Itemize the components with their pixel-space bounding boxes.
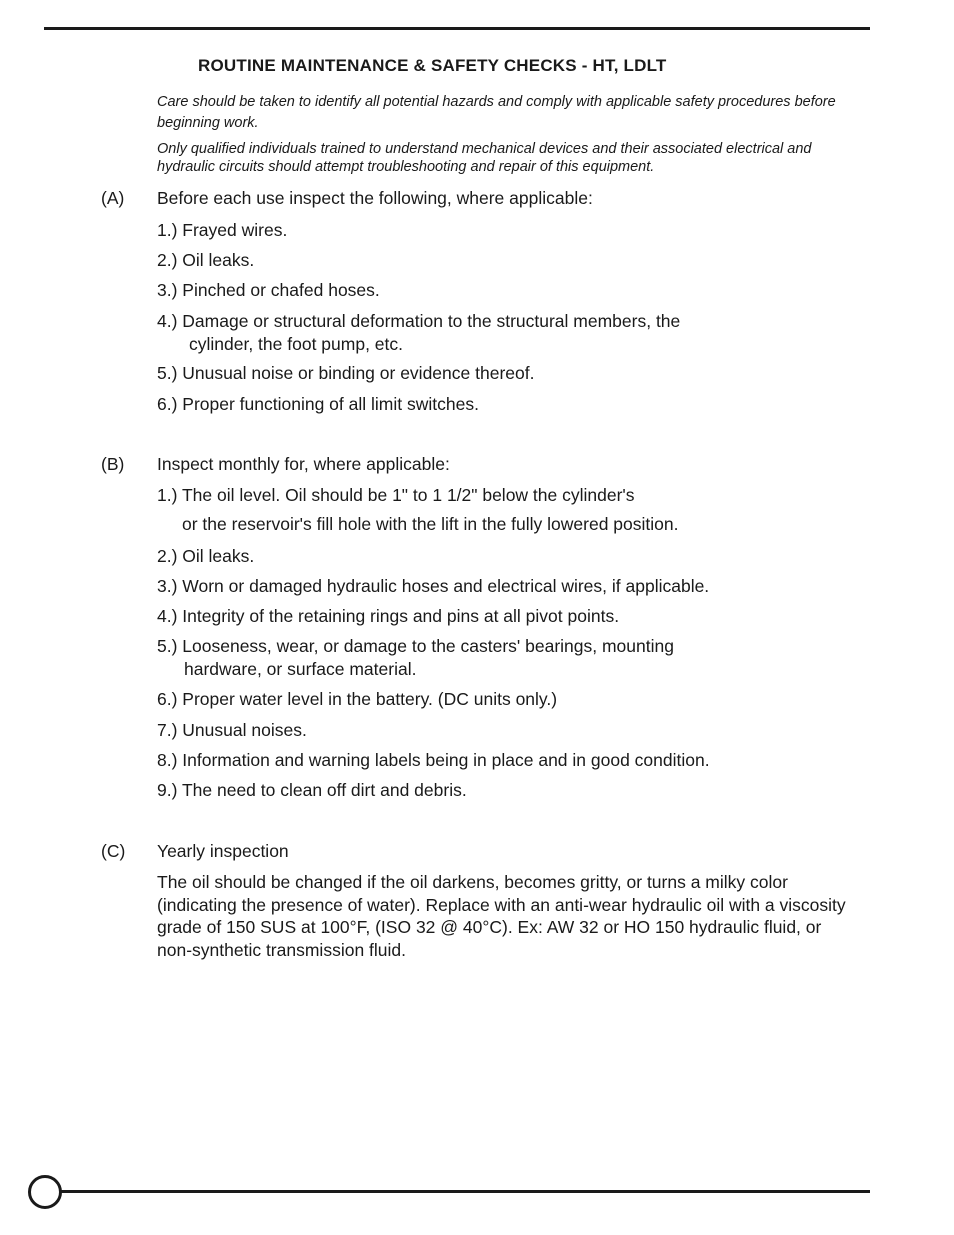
bottom-rule bbox=[58, 1190, 870, 1193]
list-item-text: 6.) Proper functioning of all limit switches. bbox=[157, 394, 479, 414]
section-c-label: (C) bbox=[101, 841, 126, 861]
list-item-text: 2.) Oil leaks. bbox=[157, 546, 255, 566]
list-item-text: 9.) The need to clean off dirt and debris. bbox=[157, 780, 467, 800]
list-item bbox=[157, 720, 307, 741]
section-b-heading: Inspect monthly for, where applicable: bbox=[157, 454, 450, 474]
qualification-note: Only qualified individuals trained to understand mechanical devices and their associated electrical and hydraulic circuits should attempt troubleshooting and repair of this equipment. bbox=[157, 141, 812, 175]
page-title: ROUTINE MAINTENANCE & SAFETY CHECKS - HT, LDLT bbox=[198, 56, 667, 75]
list-item bbox=[157, 606, 619, 627]
list-item bbox=[157, 394, 479, 415]
list-item-text: 6.) Proper water level in the battery. (DC units only.) bbox=[157, 689, 558, 709]
list-item bbox=[157, 220, 287, 241]
list-item-text: 1.) Frayed wires. bbox=[157, 220, 288, 240]
list-item-text: 5.) Looseness, wear, or damage to the casters' bearings, mounting bbox=[157, 636, 674, 656]
list-item-text: 5.) Unusual noise or binding or evidence thereof. bbox=[157, 363, 535, 383]
list-item-text: 3.) Worn or damaged hydraulic hoses and electrical wires, if applicable. bbox=[157, 576, 710, 596]
list-item-text: 4.) Integrity of the retaining rings and pins at all pivot points. bbox=[157, 606, 620, 626]
list-item bbox=[157, 546, 254, 567]
list-item bbox=[157, 750, 710, 771]
section-a-heading: Before each use inspect the following, where applicable: bbox=[157, 188, 593, 208]
list-item bbox=[157, 311, 680, 355]
list-item bbox=[157, 780, 467, 801]
list-item bbox=[157, 689, 557, 710]
list-item-continuation: hardware, or surface material. bbox=[184, 659, 417, 679]
list-item-text: 8.) Information and warning labels being in place and in good condition. bbox=[157, 750, 710, 770]
list-item-text: 7.) Unusual noises. bbox=[157, 720, 307, 740]
list-item bbox=[157, 280, 380, 301]
list-item-text: 4.) Damage or structural deformation to the structural members, the bbox=[157, 311, 681, 331]
list-item-continuation: cylinder, the foot pump, etc. bbox=[189, 334, 404, 354]
section-a-label: (A) bbox=[101, 188, 125, 208]
list-item-text: 2.) Oil leaks. bbox=[157, 250, 255, 270]
safety-note: Care should be taken to identify all potential hazards and comply with applicable safety procedures before beginning work. bbox=[157, 94, 836, 131]
list-item bbox=[157, 485, 679, 535]
list-item bbox=[157, 363, 534, 384]
list-item-continuation: or the reservoir's fill hole with the lift in the fully lowered position. bbox=[182, 514, 679, 534]
list-item-text: 3.) Pinched or chafed hoses. bbox=[157, 280, 380, 300]
list-item bbox=[157, 576, 709, 597]
list-item bbox=[157, 636, 674, 680]
top-rule bbox=[44, 27, 870, 30]
list-item bbox=[157, 250, 254, 271]
page-number-circle bbox=[28, 1175, 62, 1209]
section-c-heading: Yearly inspection bbox=[157, 841, 289, 861]
list-item-text: 1.) The oil level. Oil should be 1" to 1 1/2" below the cylinder's bbox=[157, 485, 635, 505]
oil-change-paragraph: The oil should be changed if the oil darkens, becomes gritty, or turns a milky color (indicating the presence of water). Replace with an anti-wear hydraulic oil with a viscosity grade of 150 SUS at 100°F, (ISO 32 @ 40°C). Ex: AW 32 or HO 150 hydraulic fluid, or non-synthetic transmission fluid. bbox=[157, 872, 846, 960]
section-b-label: (B) bbox=[101, 454, 125, 474]
